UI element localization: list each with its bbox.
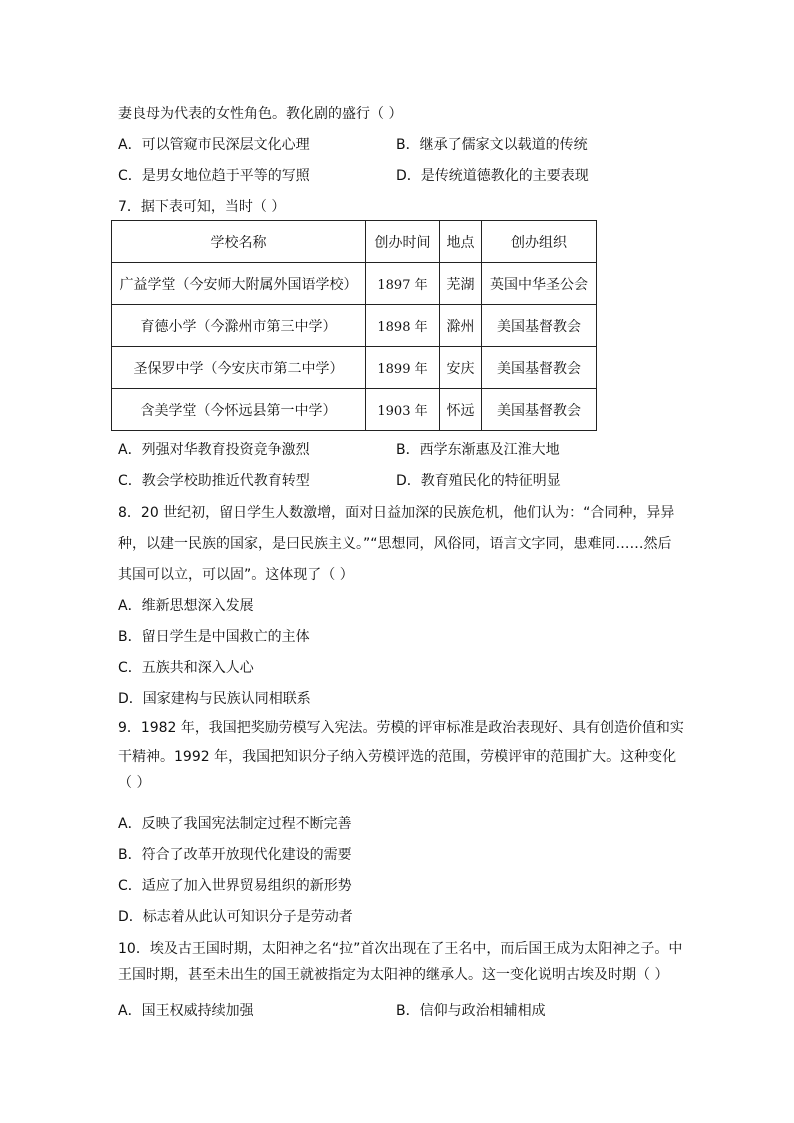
q10-option-b: B．信仰与政治相辅相成	[396, 1003, 546, 1019]
q8-option-c: C．五族共和深入人心	[118, 660, 254, 676]
q9-option-c: C．适应了加入世界贸易组织的新形势	[118, 878, 352, 894]
cell-location: 怀远	[440, 389, 482, 431]
question-10-stem-line-1: 10．埃及古王国时期，太阳神之名“拉”首次出现在了王名中，而后国王成为太阳神之子。中	[118, 941, 683, 957]
cell-school-name: 广益学堂（今安师大附属外国语学校）	[112, 263, 366, 305]
cell-school-name: 含美学堂（今怀远县第一中学）	[112, 389, 366, 431]
q8-option-a: A．维新思想深入发展	[118, 598, 254, 614]
q8-option-b: B．留日学生是中国救亡的主体	[118, 629, 310, 645]
q6-option-a: A．可以管窥市民深层文化心理	[118, 137, 310, 153]
q8-option-d: D．国家建构与民族认同相联系	[118, 691, 311, 707]
header-location: 地点	[440, 221, 482, 263]
q7-option-b: B．西学东渐惠及江淮大地	[396, 442, 560, 458]
q6-option-d: D．是传统道德教化的主要表现	[396, 168, 589, 184]
q7-option-d: D．教育殖民化的特征明显	[396, 473, 561, 489]
table-row	[112, 347, 597, 389]
cell-location: 滁州	[440, 305, 482, 347]
q9-option-d: D．标志着从此认可知识分子是劳动者	[118, 909, 353, 925]
question-10-stem-line-2: 王国时期，甚至未出生的国王就被指定为太阳神的继承人。这一变化说明古埃及时期（ ）	[118, 967, 669, 983]
header-school-name: 学校名称	[112, 221, 366, 263]
cell-school-name: 圣保罗中学（今安庆市第二中学）	[112, 347, 366, 389]
cell-location: 芜湖	[440, 263, 482, 305]
question-8-stem-line-3: 其国可以立，可以固”。这体现了（ ）	[118, 567, 354, 583]
cell-year: 1898 年	[366, 305, 440, 347]
q6-option-b: B．继承了儒家文以载道的传统	[396, 137, 588, 153]
q9-option-b: B．符合了改革开放现代化建设的需要	[118, 847, 352, 863]
question-6-stem-tail: 妻良母为代表的女性角色。教化剧的盛行（ ）	[118, 106, 403, 122]
question-9-stem-line-2: 干精神。1992 年，我国把知识分子纳入劳模评选的范围，劳模评审的范围扩大。这种变化	[118, 749, 677, 765]
header-founding-org: 创办组织	[482, 221, 597, 263]
q7-option-a: A．列强对华教育投资竞争激烈	[118, 442, 310, 458]
question-8-stem-line-2: 种，以建一民族的国家，是曰民族主义。”“思想同，风俗同，语言文字同，患难同……然后	[118, 536, 672, 552]
cell-org: 美国基督教会	[482, 389, 597, 431]
schools-table	[111, 220, 597, 431]
table-row	[112, 263, 597, 305]
q7-option-c: C．教会学校助推近代教育转型	[118, 473, 310, 489]
header-founded-time: 创办时间	[366, 221, 440, 263]
q10-option-a: A．国王权威持续加强	[118, 1003, 254, 1019]
q9-option-a: A．反映了我国宪法制定过程不断完善	[118, 816, 352, 832]
cell-school-name: 育德小学（今滁州市第三中学）	[112, 305, 366, 347]
q6-option-c: C．是男女地位趋于平等的写照	[118, 168, 310, 184]
table-row	[112, 305, 597, 347]
cell-location: 安庆	[440, 347, 482, 389]
cell-org: 美国基督教会	[482, 305, 597, 347]
question-9-stem-line-3: （ ）	[118, 775, 151, 791]
cell-year: 1897 年	[366, 263, 440, 305]
cell-year: 1899 年	[366, 347, 440, 389]
question-9-stem-line-1: 9．1982 年，我国把奖励劳模写入宪法。劳模的评审标准是政治表现好、具有创造价值和实	[118, 720, 684, 736]
table-header-row	[112, 221, 597, 263]
cell-org: 美国基督教会	[482, 347, 597, 389]
question-8-stem-line-1: 8．20 世纪初，留日学生人数激增，面对日益加深的民族危机，他们认为：“合同种，异异	[118, 505, 675, 521]
cell-year: 1903 年	[366, 389, 440, 431]
table-row	[112, 389, 597, 431]
question-7-stem: 7．据下表可知，当时（ ）	[118, 199, 286, 215]
cell-org: 英国中华圣公会	[482, 263, 597, 305]
